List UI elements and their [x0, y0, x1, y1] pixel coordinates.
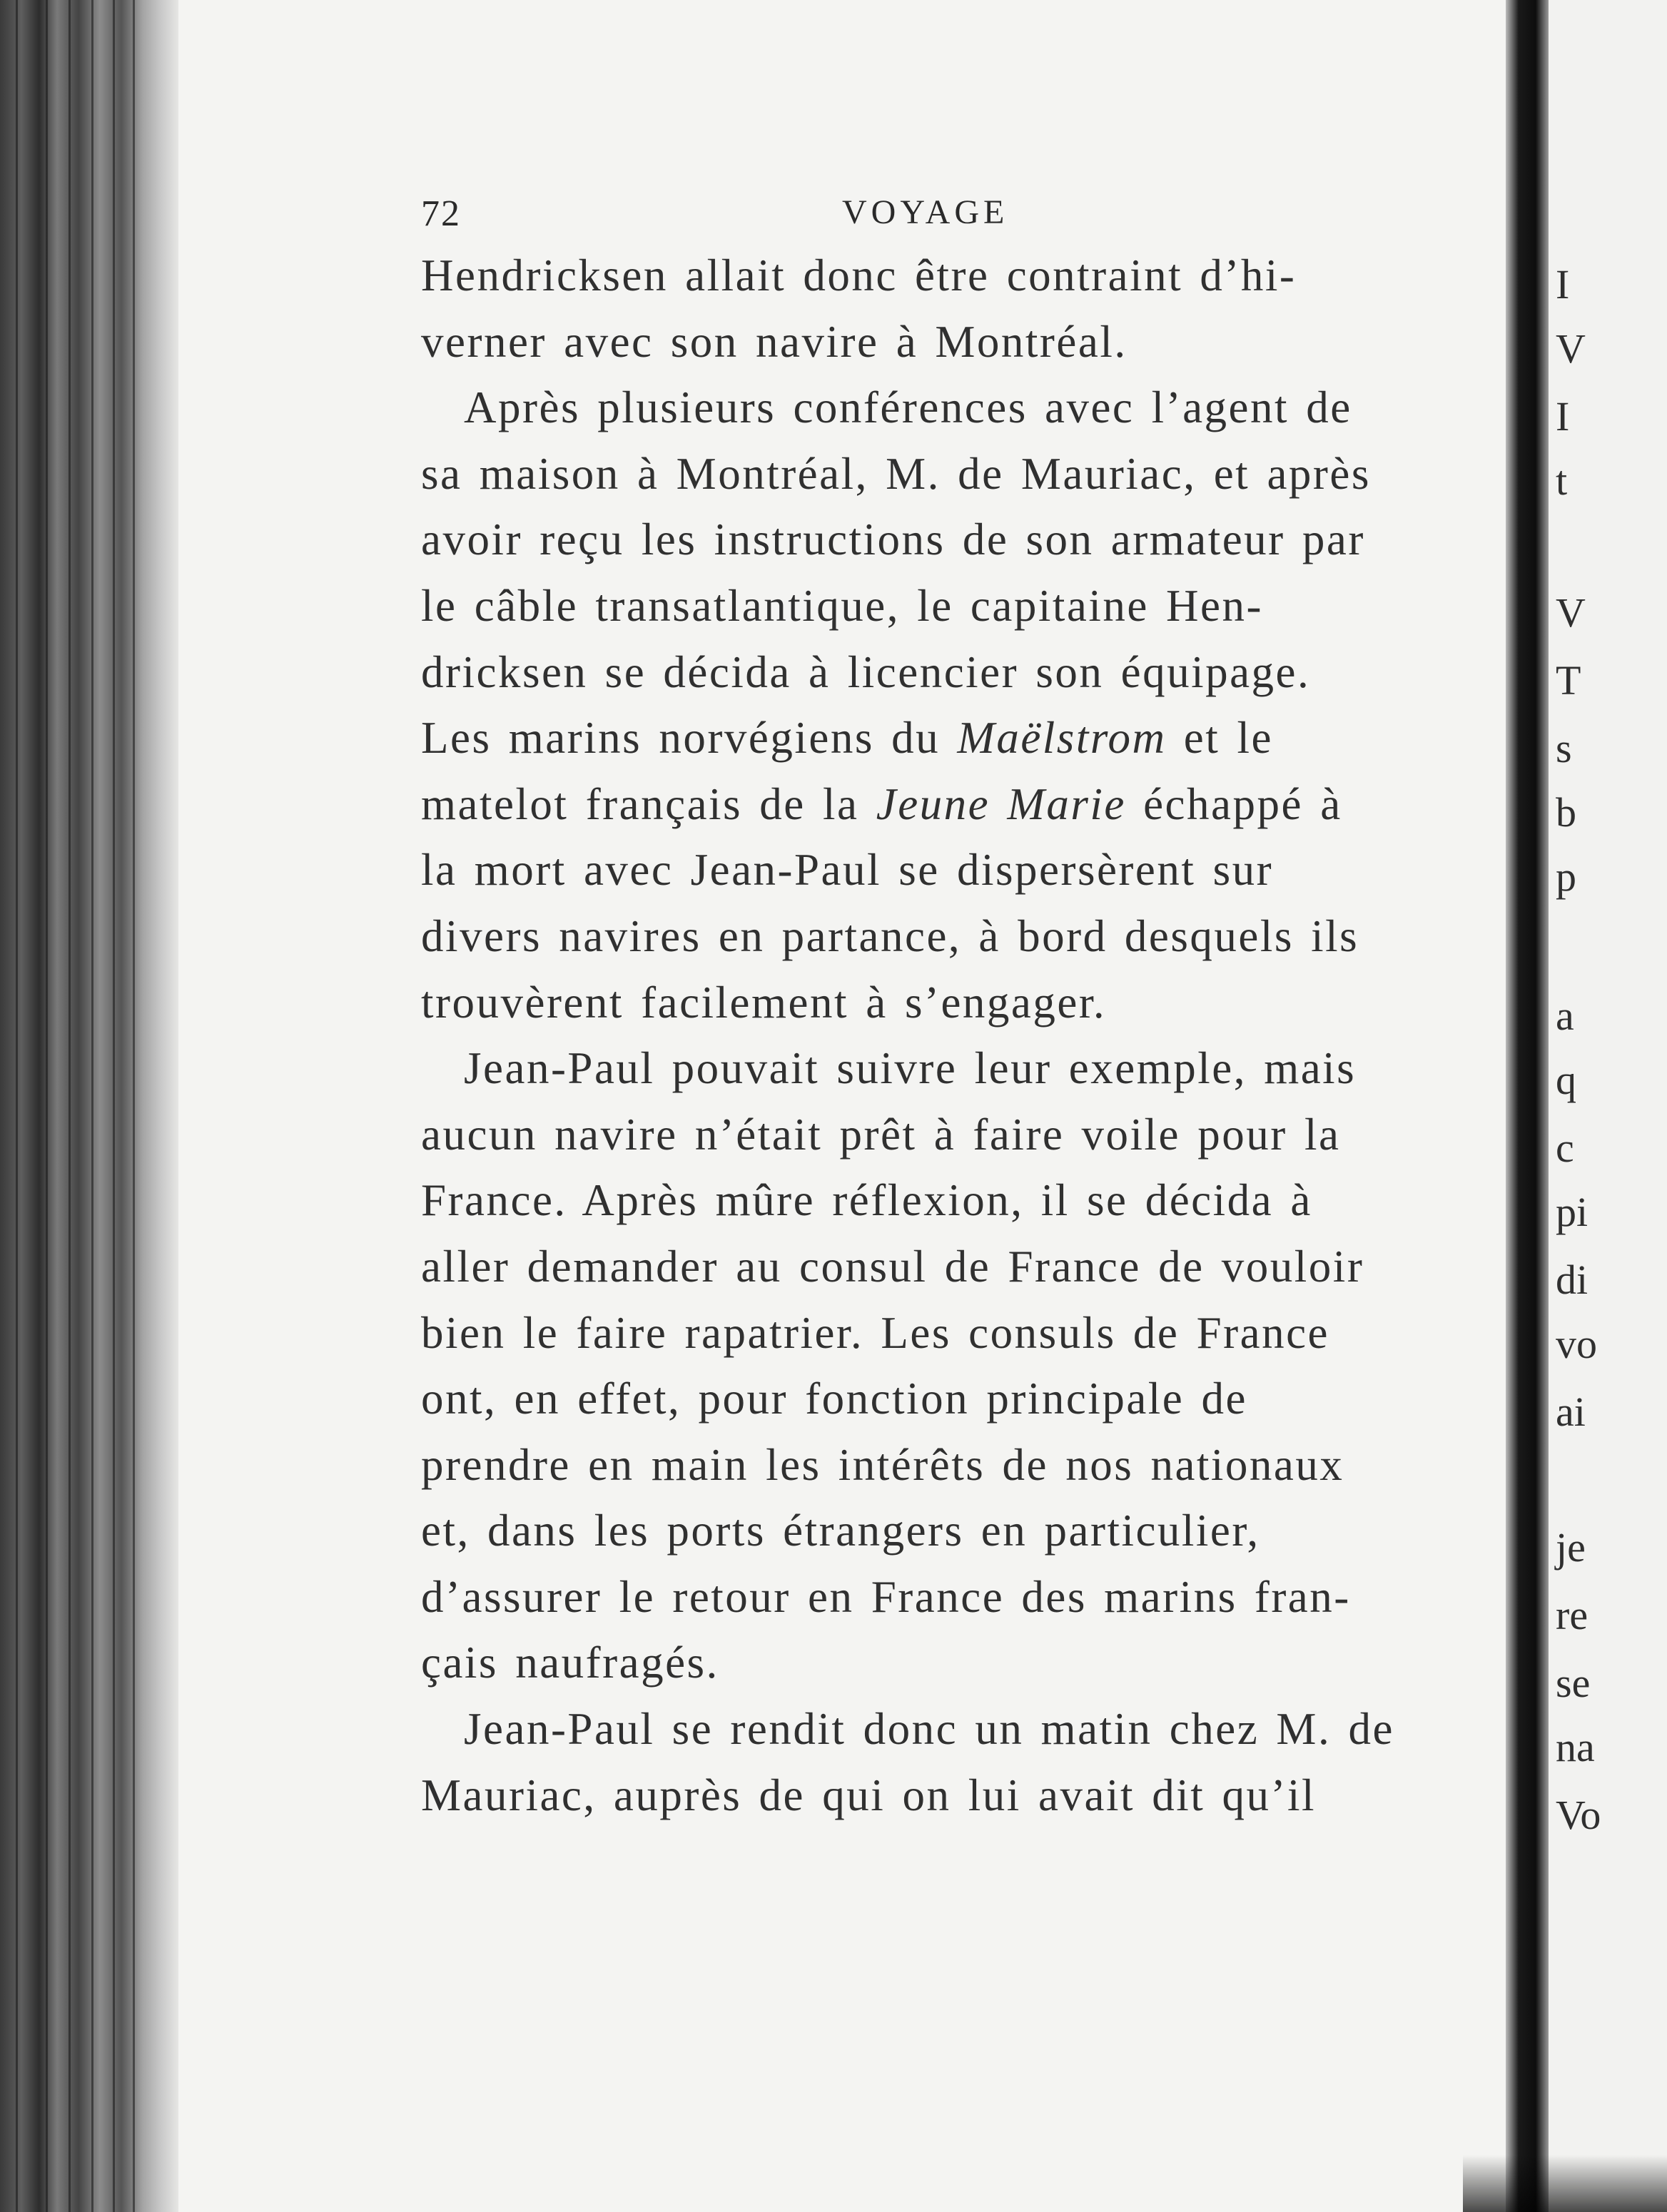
- facing-page-fragment: a: [1556, 993, 1574, 1039]
- ship-name-maelstrom: Maëlstrom: [957, 713, 1167, 763]
- facing-page-fragment: na: [1556, 1724, 1595, 1770]
- facing-page-fragment: t: [1556, 457, 1568, 504]
- running-title: VOYAGE: [842, 193, 1009, 231]
- text-segment: matelot français de la: [421, 778, 859, 829]
- facing-page-fragment: q: [1556, 1057, 1576, 1103]
- page-edge-streak: [91, 0, 93, 2212]
- text-segment: Les marins norvégiens du: [421, 713, 941, 763]
- book-page: [421, 178, 1420, 1828]
- text-line: et, dans les ports étrangers en particulier,: [421, 1506, 1260, 1556]
- page-edge-streak: [46, 0, 48, 2212]
- facing-page-fragment: se: [1556, 1660, 1591, 1706]
- facing-page-fragment: V: [1556, 325, 1586, 372]
- text-line: avoir reçu les instructions de son armateur par: [421, 514, 1365, 565]
- text-line: aucun navire n’était prêt à faire voile pour la: [421, 1109, 1341, 1160]
- text-line: verner avec son navire à Montréal.: [421, 316, 1128, 367]
- text-line: la mort avec Jean-Paul se dispersèrent sur: [421, 845, 1274, 896]
- text-line: Mauriac, auprès de qui on lui avait dit qu’il: [421, 1770, 1316, 1820]
- facing-page-fragment: T: [1556, 657, 1581, 704]
- ship-name-jeune-marie: Jeune Marie: [876, 778, 1126, 829]
- text-line: prendre en main les intérêts de nos nationaux: [421, 1439, 1344, 1490]
- text-line: divers navires en partance, à bord desquels ils: [421, 910, 1359, 961]
- body-text: [421, 243, 1420, 1828]
- facing-page-fragment: c: [1556, 1125, 1574, 1171]
- page-edge-streak: [69, 0, 71, 2212]
- text-line: le câble transatlantique, le capitaine Hen-: [421, 580, 1263, 631]
- facing-page-fragment: V: [1556, 589, 1586, 636]
- text-line: [421, 771, 1420, 838]
- facing-page-fragment: re: [1556, 1592, 1589, 1638]
- page-number: 72: [421, 193, 461, 234]
- text-line: sa maison à Montréal, M. de Mauriac, et après: [421, 448, 1371, 499]
- text-line: Après plusieurs conférences avec l’agent de: [464, 382, 1352, 433]
- facing-page-fragment: I: [1556, 393, 1570, 440]
- text-line: ont, en effet, pour fonction principale de: [421, 1374, 1247, 1424]
- text-line: trouvèrent facilement à s’engager.: [421, 977, 1107, 1028]
- facing-page-fragment: Vo: [1556, 1792, 1601, 1838]
- facing-page-fragment: di: [1556, 1257, 1589, 1303]
- text-line: Jean-Paul se rendit donc un matin chez M. de: [464, 1704, 1394, 1755]
- text-segment: échappé à: [1143, 778, 1342, 829]
- facing-page-fragment: I: [1556, 261, 1570, 308]
- text-line: d’assurer le retour en France des marins fran-: [421, 1571, 1351, 1622]
- facing-page-fragment: ai: [1556, 1389, 1586, 1435]
- text-line: Jean-Paul pouvait suivre leur exemple, mais: [464, 1043, 1357, 1094]
- page-edge-streak: [133, 0, 135, 2212]
- left-binding-edge: [0, 0, 178, 2212]
- running-head: [421, 178, 1420, 243]
- text-line: France. Après mûre réflexion, il se décida à: [421, 1175, 1312, 1226]
- page-edge-streak: [113, 0, 115, 2212]
- facing-page-fragment: s: [1556, 725, 1572, 771]
- text-line: [421, 705, 1420, 771]
- page-edge-streak: [16, 0, 18, 2212]
- facing-page-edge: [1549, 0, 1667, 2212]
- text-line: dricksen se décida à licencier son équipage.: [421, 646, 1311, 697]
- facing-page-fragment: vo: [1556, 1321, 1597, 1367]
- text-line: Hendricksen allait donc être contraint d’hi-: [421, 250, 1297, 300]
- scan-shadow: [1463, 2155, 1667, 2212]
- facing-page-fragment: b: [1556, 789, 1576, 836]
- text-line: aller demander au consul de France de vouloir: [421, 1241, 1364, 1292]
- facing-page-fragment: pi: [1556, 1189, 1589, 1235]
- facing-page-fragment: p: [1556, 853, 1576, 900]
- text-segment: et le: [1183, 713, 1273, 763]
- text-line: çais naufragés.: [421, 1638, 719, 1688]
- text-line: bien le faire rapatrier. Les consuls de France: [421, 1307, 1330, 1358]
- book-spine-gap: [1506, 0, 1549, 2212]
- facing-page-fragment: je: [1556, 1524, 1586, 1571]
